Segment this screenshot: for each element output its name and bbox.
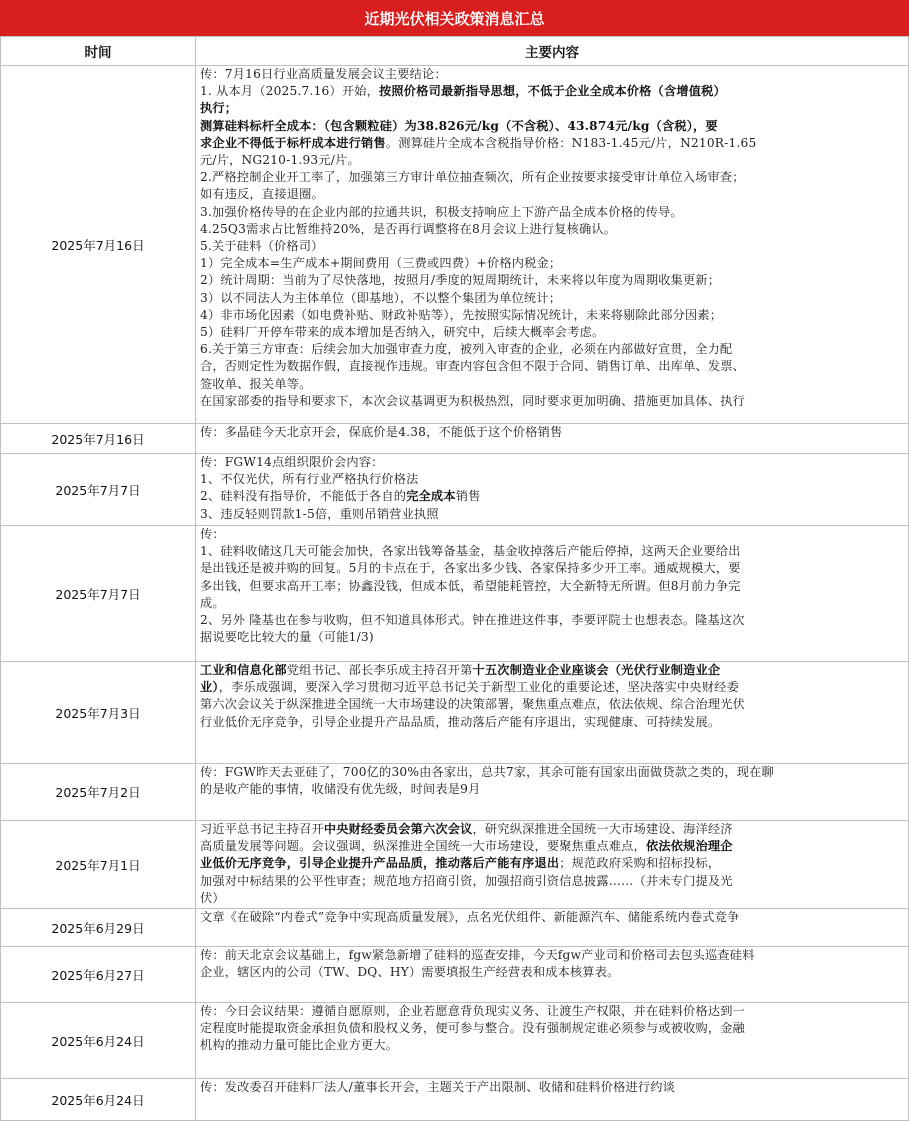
- text-segment: ，研究纵深推进全国统一大市场建设、海洋经济: [472, 822, 733, 836]
- content-line: [200, 83, 904, 100]
- text-segment: 行业低价无序竞争，引导企业提升产品品质，推动落后产能有序退出，实现健康、可持续发展。: [200, 714, 721, 729]
- content-line: [200, 424, 904, 441]
- text-segment: 2）统计周期：当前为了尽快落地，按照月/季度的短周期统计，未来将以年度为周期收集更新；: [200, 273, 721, 288]
- content-line: [200, 290, 904, 307]
- content-line: [200, 488, 904, 505]
- table-row: [1, 821, 909, 909]
- text-segment: 据说要吃比较大的量（可能1/3): [200, 630, 374, 645]
- text-segment: 定程度时能提取资金承担负债和股权义务，便可参与整合。没有强制规定谁必须参与或被收购，金融: [200, 1021, 746, 1036]
- text-segment: 如有违反，直接退圈。: [200, 187, 324, 202]
- bold-text: 中央财经委员会第六次会议: [323, 822, 473, 836]
- text-segment: 多出钱，但要求高开工率；协鑫没钱，但成本低，希望能耗管控，大全新特无所谓。但8月前力争完: [200, 578, 741, 593]
- text-segment: 传：前天北京会议基础上，fgw紧急新增了硅料的巡查安排，今天fgw产业司和价格司去包头巡查硅料: [200, 948, 755, 962]
- text-segment: 1）完全成本=生产成本+期间费用（三费或四费）+价格内税金；: [200, 256, 562, 271]
- text-segment: 元/片，NG210-1.93元/片。: [200, 153, 360, 168]
- row-date: 2025年6月24日: [1, 1003, 196, 1079]
- text-segment: 在国家部委的指导和要求下，本次会议基调更为积极热烈，同时要求更加明确、措施更加具体、执行: [200, 393, 746, 408]
- content-line: [200, 1079, 904, 1096]
- row-date: 2025年7月7日: [1, 526, 196, 662]
- table-row: [1, 909, 909, 947]
- bold-text: 依法依规治理企: [645, 839, 733, 854]
- row-content: [196, 1079, 909, 1121]
- content-line: [200, 66, 904, 83]
- content-line: [200, 204, 904, 221]
- bold-text: 测算硅料标杆全成本：（包含颗粒硅）为38.826元/kg（不含税）、43.874元/kg（含税），要: [200, 118, 718, 133]
- table-body: [1, 66, 909, 1121]
- content-line: [200, 272, 904, 289]
- text-segment: 是出钱还是被并购的回复。5月的卡点在于，各家出多少钱、各家保持多少开工率。通威规模大，要: [200, 561, 741, 576]
- text-segment: 1. 从本月（2025.7.16）开始，: [200, 84, 380, 99]
- row-date: 2025年7月7日: [1, 454, 196, 526]
- row-content: [196, 947, 909, 1003]
- text-segment: 。测算硅片全成本含税指导价格：N183-1.45元/片，N210R-1.65: [385, 135, 757, 150]
- content-line: [200, 238, 904, 255]
- table-header-row: [1, 37, 909, 66]
- text-segment: 3.加强价格传导的在企业内部的拉通共识，积极支持响应上下游产品全成本价格的传导。: [200, 204, 683, 219]
- content-line: [200, 781, 904, 798]
- row-content: [196, 526, 909, 662]
- text-segment: 加强对中标结果的公平性审查；规范地方招商引资，加强招商引资信息披露……（并未专门提及光: [200, 873, 733, 888]
- row-date: 2025年6月29日: [1, 909, 196, 947]
- text-segment: 传：FGW14点组织限价会内容：: [200, 455, 384, 469]
- content-line: [200, 307, 904, 324]
- content-line: [200, 714, 904, 731]
- table-row: [1, 764, 909, 821]
- table-row: [1, 526, 909, 662]
- table-row: [1, 1003, 909, 1079]
- policy-table: [0, 36, 909, 1121]
- header-time: 时间: [1, 37, 196, 66]
- table-row: [1, 947, 909, 1003]
- content-line: [200, 890, 904, 907]
- content-line: [200, 543, 904, 560]
- content-line: [200, 393, 904, 410]
- content-line: [200, 454, 904, 471]
- table-row: [1, 424, 909, 454]
- content-line: [200, 595, 904, 612]
- row-date: 2025年7月3日: [1, 662, 196, 764]
- content-line: [200, 909, 904, 926]
- text-segment: 2、硅料没有指导价，不能低于各自的: [200, 489, 407, 504]
- row-content: [196, 66, 909, 424]
- content-line: [200, 526, 904, 543]
- bold-text: 工业和信息化部: [200, 663, 287, 677]
- text-segment: 3）以不同法人为主体单位（即基地），不以整个集团为单位统计；: [200, 290, 562, 305]
- text-segment: 3、违反轻则罚款1-5倍，重则吊销营业执照: [200, 506, 439, 521]
- bold-text: 按照价格司最新指导思想，不低于企业全成本价格（含增值税）: [379, 84, 726, 99]
- text-segment: 4）非市场化因素（如电费补贴、财政补贴等），先按照实际情况统计，未来将剔除此部分因素；: [200, 307, 723, 322]
- content-line: [200, 186, 904, 203]
- text-segment: 高质量发展等问题。会议强调，纵深推进全国统一大市场建设，要聚焦重点难点，: [200, 839, 646, 854]
- text-segment: 第六次会议关于纵深推进全国统一大市场建设的决策部署，聚焦重点难点，依法依规、综合治理光伏: [200, 697, 746, 712]
- text-segment: 4.25Q3需求占比暂维持20%，是否再行调整将在8月会议上进行复核确认。: [200, 221, 617, 236]
- content-line: [200, 629, 904, 646]
- content-line: [200, 255, 904, 272]
- bold-text: 十五次制造业企业座谈会（光伏行业制造业企: [472, 663, 721, 677]
- text-segment: 1、硅料收储这几天可能会加快，各家出钱筹备基金，基金收掉落后产能后停掉，这两天企业要给出: [200, 544, 741, 559]
- text-segment: 传：多晶硅今天北京开会，保底价是4.38，不能低于这个价格销售: [200, 425, 563, 439]
- text-segment: 2、另外 隆基也在参与收购，但不知道具体形式。钟在推进这件事，李要评院士也想表态。隆基这次: [200, 613, 745, 628]
- row-date: 2025年7月1日: [1, 821, 196, 909]
- text-segment: 习近平总书记主持召开: [200, 822, 324, 836]
- content-line: [200, 1020, 904, 1037]
- text-segment: 5.关于硅料（价格司）: [200, 239, 324, 254]
- table-row: [1, 454, 909, 526]
- table-row: [1, 66, 909, 424]
- text-segment: 2.严格控制企业开工率了，加强第三方审计单位抽查频次，所有企业按要求接受审计单位入场审查；: [200, 170, 745, 185]
- text-segment: 伏）: [200, 890, 225, 905]
- text-segment: ，李乐成强调，要深入学习贯彻习近平总书记关于新型工业化的重要论述，坚决落实中央财经委: [218, 680, 739, 695]
- bold-text: 求企业不得低于标杆成本进行销售: [200, 135, 386, 150]
- content-line: [200, 612, 904, 629]
- content-line: [200, 662, 904, 679]
- row-content: [196, 454, 909, 526]
- content-line: [200, 341, 904, 358]
- bold-text: 业低价无序竞争，引导企业提升产品品质，推动落后产能有序退出: [200, 856, 560, 871]
- header-content: 主要内容: [196, 37, 909, 66]
- row-date: 2025年6月27日: [1, 947, 196, 1003]
- content-line: [200, 118, 904, 135]
- content-line: [200, 100, 904, 117]
- content-line: [200, 221, 904, 238]
- text-segment: 销售: [455, 489, 481, 504]
- row-date: 2025年7月16日: [1, 424, 196, 454]
- text-segment: 传：: [200, 527, 225, 541]
- content-line: [200, 821, 904, 838]
- content-line: [200, 855, 904, 872]
- row-content: [196, 764, 909, 821]
- content-line: [200, 838, 904, 855]
- text-segment: 6.关于第三方审查：后续会加大加强审查力度，被列入审查的企业，必须在内部做好宣贯，全力配: [200, 342, 733, 357]
- row-content: [196, 662, 909, 764]
- row-content: [196, 1003, 909, 1079]
- text-segment: 5）硅料厂开停车带来的成本增加是否纳入，研究中，后续大概率会考虑。: [200, 325, 605, 340]
- text-segment: 合，否则定性为数据作假，直接视作违规。审查内容包含但不限于合同、销售订单、出库单、发票、: [200, 359, 746, 374]
- content-line: [200, 764, 904, 781]
- row-date: 2025年7月2日: [1, 764, 196, 821]
- content-line: [200, 696, 904, 713]
- text-segment: 1、不仅光伏，所有行业严格执行价格法: [200, 472, 419, 487]
- content-line: [200, 1003, 904, 1020]
- content-line: [200, 135, 904, 152]
- content-line: [200, 376, 904, 393]
- content-line: [200, 506, 904, 523]
- row-content: [196, 424, 909, 454]
- bold-text: 执行；: [200, 101, 238, 116]
- content-line: [200, 471, 904, 488]
- content-line: [200, 947, 904, 964]
- row-date: 2025年6月24日: [1, 1079, 196, 1121]
- row-content: [196, 909, 909, 947]
- text-segment: ；规范政府采购和招标投标，: [559, 856, 721, 871]
- text-segment: 文章《在破除“内卷式”竞争中实现高质量发展》，点名光伏组件、新能源汽车、储能系统内卷式竞争: [200, 910, 740, 924]
- page-title: 近期光伏相关政策消息汇总: [0, 0, 909, 36]
- content-line: [200, 1037, 904, 1054]
- content-line: [200, 578, 904, 595]
- content-line: [200, 964, 904, 981]
- content-line: [200, 679, 904, 696]
- table-row: [1, 1079, 909, 1121]
- bold-text: 业）: [200, 680, 219, 695]
- content-line: [200, 169, 904, 186]
- text-segment: 传：今日会议结果：遵循自愿原则，企业若愿意背负现实义务、让渡生产权限，并在硅料价格达到一: [200, 1004, 746, 1018]
- table-row: [1, 662, 909, 764]
- text-segment: 的是收产能的事情，收储没有优先级，时间表是9月: [200, 782, 481, 797]
- text-segment: 传：FGW昨天去亚硅了，700亿的30%由各家出，总共7家，其余可能有国家出面做贷款之类的，现在聊: [200, 765, 774, 779]
- content-line: [200, 324, 904, 341]
- content-line: [200, 873, 904, 890]
- text-segment: 传：发改委召开硅料厂法人/董事长开会，主题关于产出限制、收储和硅料价格进行约谈: [200, 1080, 676, 1094]
- row-content: [196, 821, 909, 909]
- row-date: 2025年7月16日: [1, 66, 196, 424]
- text-segment: 企业，辖区内的公司（TW、DQ、HY）需要填报生产经营表和成本核算表。: [200, 965, 620, 980]
- text-segment: 传：7月16日行业高质量发展会议主要结论：: [200, 67, 447, 81]
- text-segment: 机构的推动力量可能比企业方更大。: [200, 1038, 399, 1053]
- text-segment: 签收单、报关单等。: [200, 376, 312, 391]
- content-line: [200, 358, 904, 375]
- bold-text: 完全成本: [406, 489, 456, 504]
- text-segment: 党组书记、部长李乐成主持召开第: [286, 663, 473, 677]
- content-line: [200, 560, 904, 577]
- content-line: [200, 152, 904, 169]
- text-segment: 成。: [200, 595, 225, 610]
